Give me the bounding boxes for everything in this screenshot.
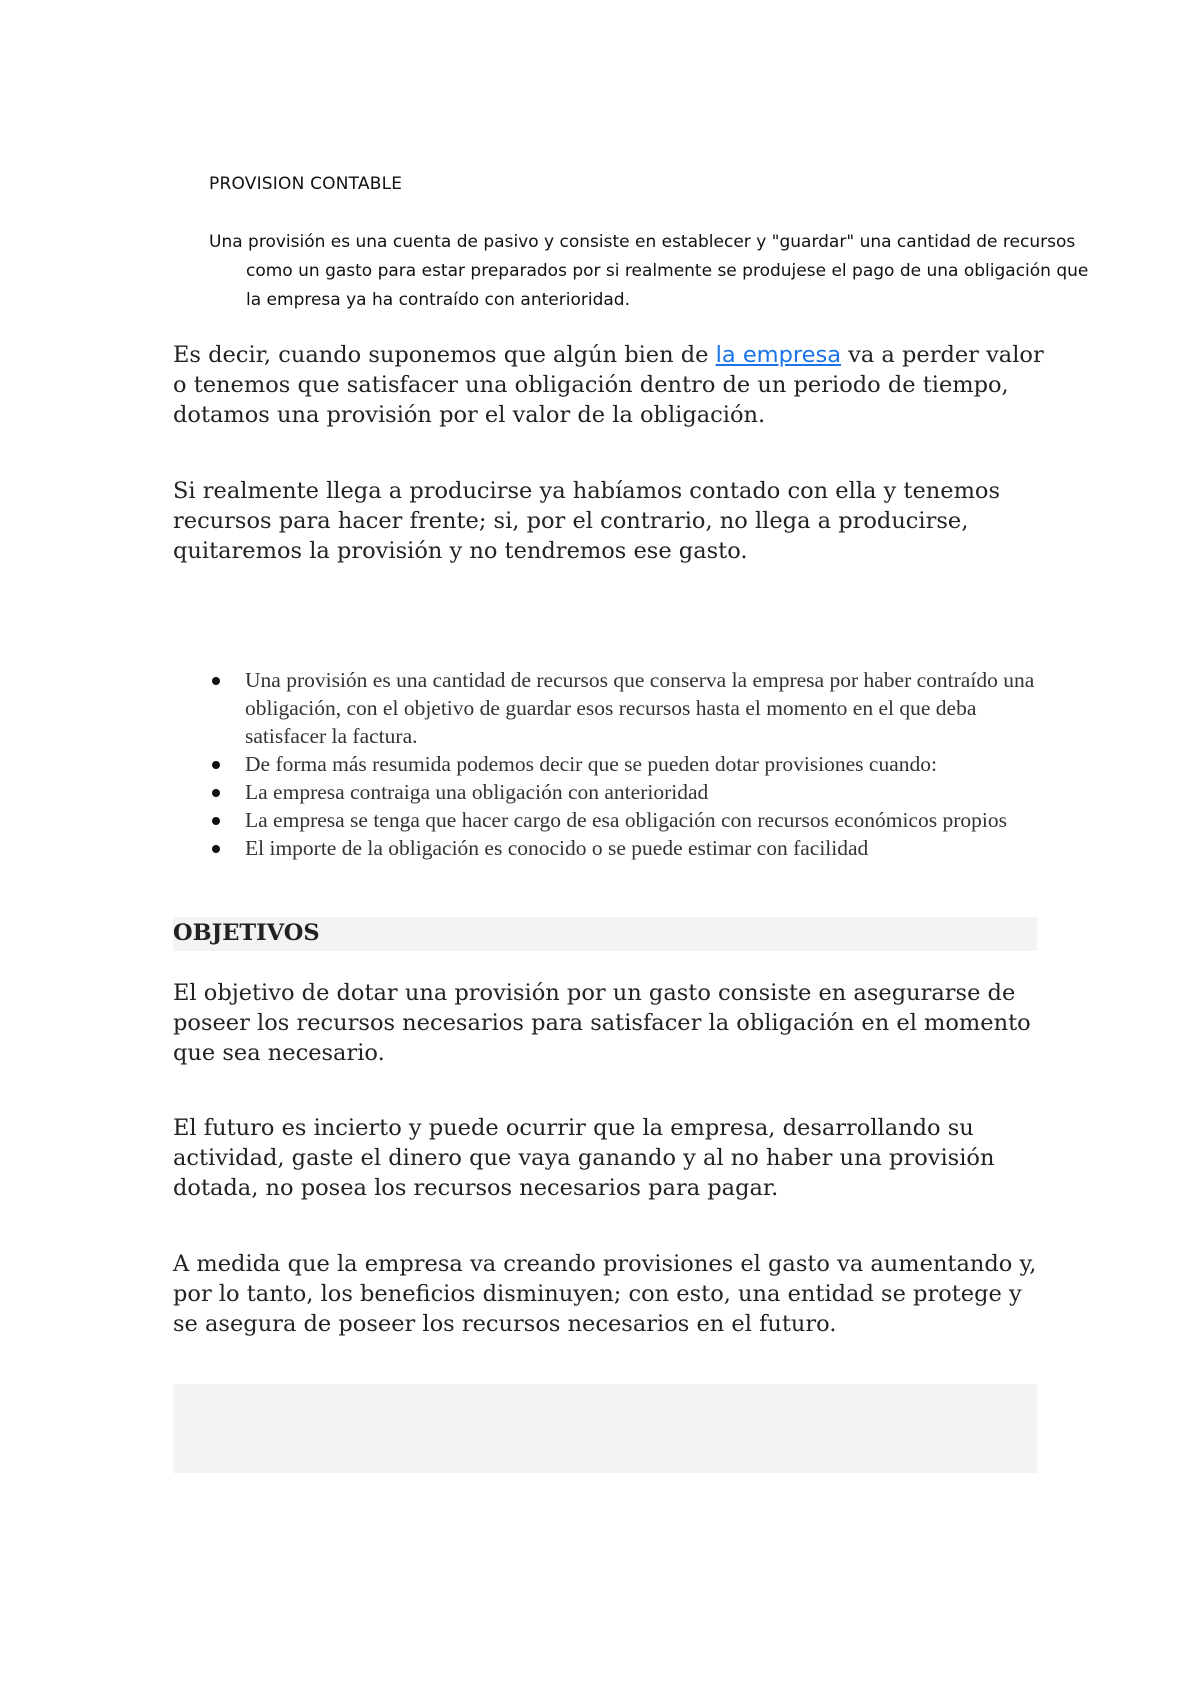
objectives-paragraph-2: El futuro es incierto y puede ocurrir que la empresa, desarrollando su actividad, gaste el dinero que vaya ganando y al no haber una provisión dotada, no posea los recursos necesarios para pagar.: [173, 1115, 995, 1201]
list-item-text: De forma más resumida podemos decir que se pueden dotar provisiones cuando:: [245, 752, 937, 776]
list-item: [173, 666, 1053, 750]
paragraph-text-before-link: Es decir, cuando suponemos que algún bien de: [173, 342, 716, 368]
bullet-icon: [212, 761, 220, 769]
objectives-paragraph-1: El objetivo de dotar una provisión por un gasto consiste en asegurarse de poseer los recursos necesarios para satisfacer la obligación en el momento que sea necesario.: [173, 980, 1031, 1066]
list-item: [173, 750, 1053, 778]
document-title: PROVISION CONTABLE: [209, 174, 403, 194]
bullet-icon: [212, 817, 220, 825]
bullet-icon: [212, 677, 220, 685]
intro-paragraph: Una provisión es una cuenta de pasivo y consiste en establecer y "guardar" una cantidad de recursos como un gasto para estar preparados por si realmente se produjese el pago de una obligación que la empresa ya ha contraído con anterioridad.: [209, 232, 1089, 310]
empty-shaded-block: [173, 1384, 1037, 1473]
paragraph-si-realmente: Si realmente llega a producirse ya habíamos contado con ella y tenemos recursos para hacer frente; si, por el contrario, no llega a producirse, quitaremos la provisión y no tendremos ese gasto.: [173, 478, 1000, 564]
section-heading-objetivos: OBJETIVOS: [173, 920, 320, 946]
list-item: [173, 834, 1053, 862]
paragraph-text-after-link: va a perder valor o tenemos que satisfacer una obligación dentro de un periodo de tiempo, dotamos una provisión por el valor de la obligación.: [173, 342, 1044, 428]
paragraph-es-decir: [173, 340, 1053, 430]
list-item: [173, 806, 1053, 834]
la-empresa-link[interactable]: la empresa: [715, 342, 841, 368]
list-item-text: Una provisión es una cantidad de recursos que conserva la empresa por haber contraído una obligación, con el objetivo de guardar esos recursos hasta el momento en el que deba satisfacer la factura.: [245, 668, 1035, 748]
list-item-text: La empresa contraiga una obligación con anterioridad: [245, 780, 709, 804]
objectives-paragraph-3: A medida que la empresa va creando provisiones el gasto va aumentando y, por lo tanto, los beneficios disminuyen; con esto, una entidad se protege y se asegura de poseer los recursos necesarios en el futuro.: [173, 1251, 1037, 1337]
list-item: [173, 778, 1053, 806]
bullet-icon: [212, 789, 220, 797]
bullet-icon: [212, 845, 220, 853]
bullet-list: [173, 666, 1053, 862]
list-item-text: El importe de la obligación es conocido o se puede estimar con facilidad: [245, 836, 869, 860]
list-item-text: La empresa se tenga que hacer cargo de esa obligación con recursos económicos propios: [245, 808, 1007, 832]
